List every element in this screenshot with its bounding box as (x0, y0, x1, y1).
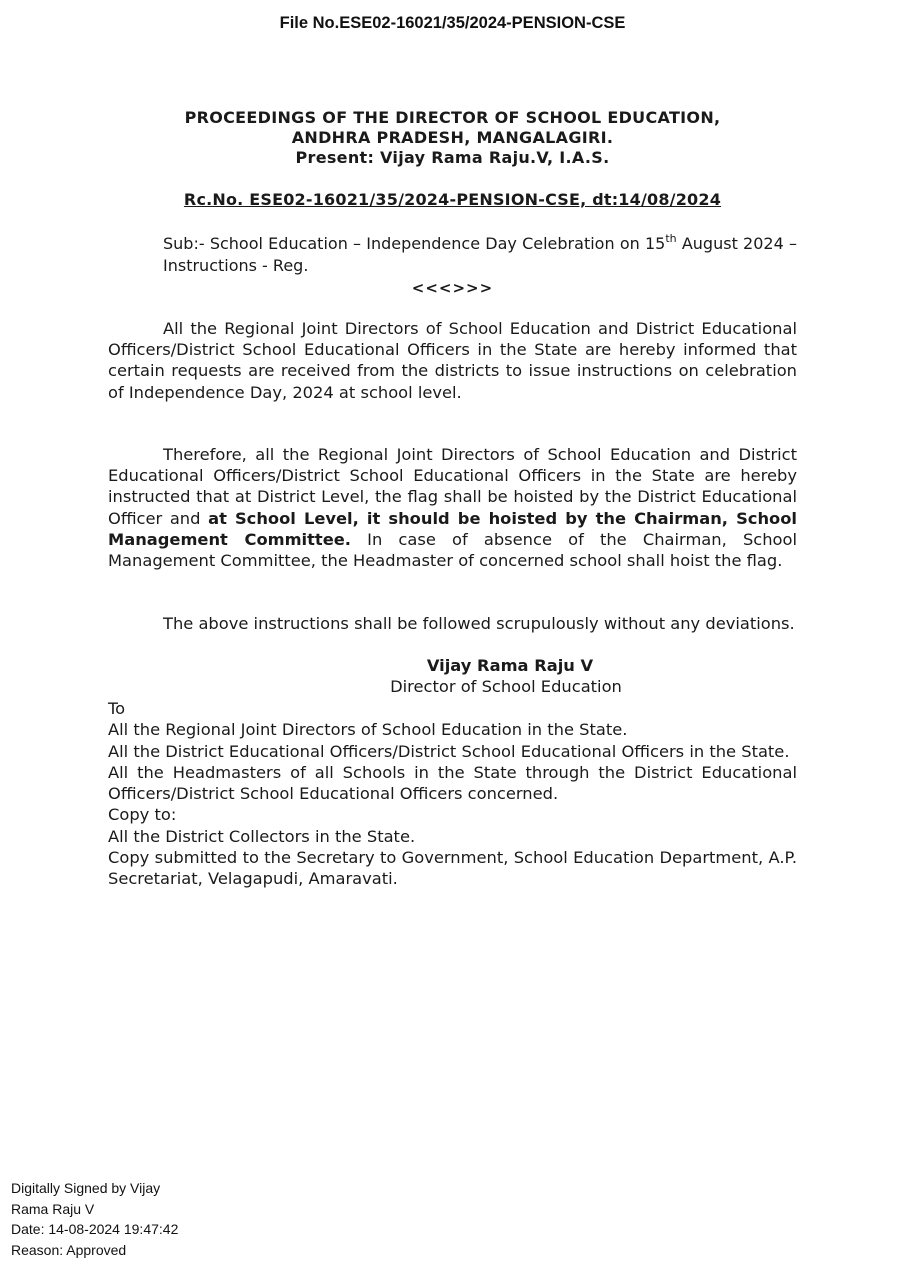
digital-signature-date: Date: 14-08-2024 19:47:42 (11, 1221, 179, 1237)
instructions-bold-text: at School Level, it should be hoisted by the Chairman, School Management Committee. (108, 508, 797, 549)
paragraph-instructions (108, 444, 797, 571)
digital-signature-line: Digitally Signed by Vijay (11, 1180, 161, 1196)
reference-number: Rc.No. ESE02-16021/35/2024-PENSION-CSE, dt:14/08/2024 (183, 190, 722, 209)
distribution-list (108, 698, 797, 890)
to-item: All the Regional Joint Directors of School Education in the State. (108, 720, 628, 740)
copy-item: All the District Collectors in the State. (108, 826, 416, 846)
copy-item: Copy submitted to the Secretary to Government, School Education Department, A.P. Secretariat, Velagapudi, Amaravati. (108, 848, 797, 889)
subject-text-continued: August 2024 – Instructions - Reg. (163, 234, 798, 275)
instructions-text-continued: In case of absence of the Chairman, School Management Committee, the Headmaster of concerned school shall hoist the flag. (108, 529, 797, 571)
signatory-name: Vijay Rama Raju V (426, 656, 594, 675)
heading-line-2: ANDHRA PRADESH, MANGALAGIRI. (291, 128, 614, 147)
to-item: All the District Educational Officers/District School Educational Officers in the State. (108, 741, 790, 761)
digital-signature-reason: Reason: Approved (11, 1241, 127, 1258)
to-item: All the Headmasters of all Schools in the State through the District Educational Officers/District School Educational Officers concerned. (108, 762, 797, 804)
paragraph-closing: The above instructions shall be followed scrupulously without any deviations. (163, 614, 795, 633)
subject-text: Sub:- School Education – Independence Day Celebration on 15 (163, 234, 666, 253)
heading-line-3: Present: Vijay Rama Raju.V, I.A.S. (295, 148, 610, 167)
paragraph-intro: All the Regional Joint Directors of School Education and District Educational Officers/District School Educational Officers in the State are hereby informed that certain requests are received from the districts to issue instructions on celebration of Independence Day, 2024 at school level. (108, 319, 797, 402)
proceedings-heading (0, 108, 905, 168)
file-number: File No.ESE02-16021/35/2024-PENSION-CSE (279, 14, 626, 32)
copy-to-label: Copy to: (108, 805, 177, 825)
heading-line-1: PROCEEDINGS OF THE DIRECTOR OF SCHOOL EDUCATION, (184, 108, 721, 127)
digital-signature-line: Rama Raju V (11, 1200, 95, 1217)
subject (163, 233, 797, 277)
to-label: To (108, 699, 126, 718)
separator-mark: <<<>>> (411, 279, 494, 297)
subject-superscript: th (665, 232, 677, 245)
instructions-text: Therefore, all the Regional Joint Directors of School Education and District Educational Officers/District School Educational Officers in the State are hereby instructed that at District Level, the flag shall be hoisted by the District Educational Officer and (108, 445, 797, 528)
digital-signature-block (11, 1178, 231, 1260)
signatory-designation: Director of School Education (390, 677, 622, 696)
